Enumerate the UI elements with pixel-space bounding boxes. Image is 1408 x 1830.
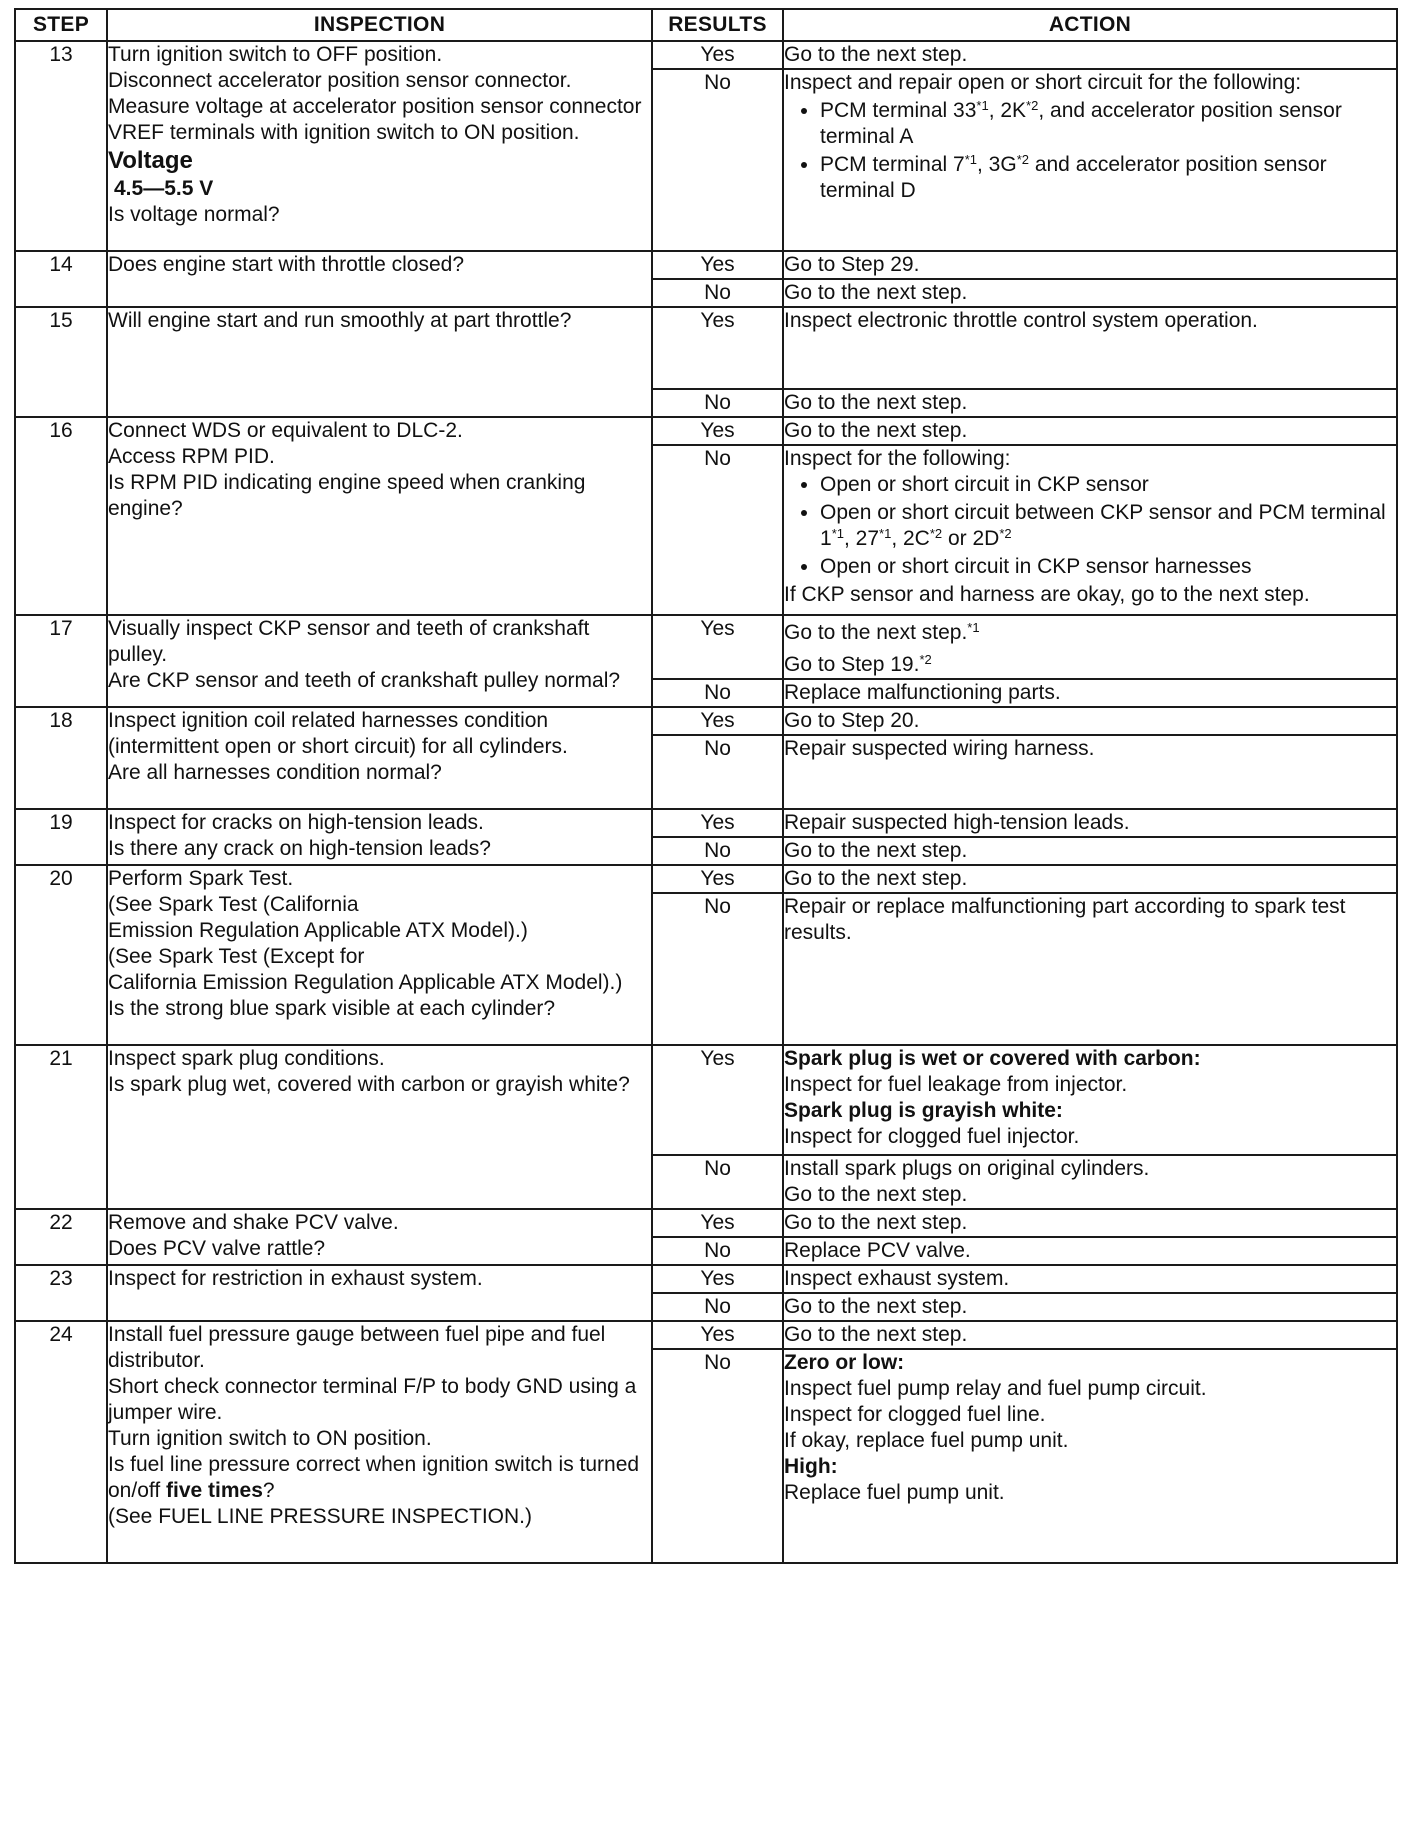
action-yes: Go to the next step. <box>783 1209 1397 1237</box>
step-number: 22 <box>15 1209 107 1265</box>
inspection-line: Access RPM PID. <box>108 445 275 468</box>
result-no: No <box>652 735 783 809</box>
action-line: Inspect fuel pump relay and fuel pump circuit. <box>784 1377 1207 1400</box>
spark-test-reference[interactable]: (See Spark Test (Except for <box>108 945 365 968</box>
result-yes: Yes <box>652 809 783 837</box>
inspection-line: Visually inspect CKP sensor and teeth of crankshaft pulley. <box>108 617 590 666</box>
header-action: ACTION <box>783 9 1397 41</box>
result-no: No <box>652 69 783 251</box>
header-inspection: INSPECTION <box>107 9 652 41</box>
fuel-pressure-reference[interactable]: (See FUEL LINE PRESSURE INSPECTION.) <box>108 1505 532 1528</box>
action-yes: Inspect exhaust system. <box>783 1265 1397 1293</box>
action-line: Go to Step 19.$^{*2}$ <box>784 652 932 676</box>
action-bullet: • Open or short circuit in CKP sensor <box>820 472 1396 498</box>
result-no: No <box>652 1237 783 1265</box>
action-no: Go to the next step. <box>783 1293 1397 1321</box>
inspection-cell: Will engine start and run smoothly at part throttle? <box>107 307 652 417</box>
spark-test-reference[interactable]: Emission Regulation Applicable ATX Model).) <box>108 919 528 942</box>
condition-heading: Spark plug is wet or covered with carbon: <box>784 1047 1201 1070</box>
action-line: Inspect for fuel leakage from injector. <box>784 1073 1128 1096</box>
inspection-cell <box>107 1321 652 1563</box>
table-row-step-18 <box>15 707 1397 735</box>
inspection-line: Turn ignition switch to ON position. <box>108 1427 432 1450</box>
result-yes: Yes <box>652 251 783 279</box>
step-number: 23 <box>15 1265 107 1321</box>
action-intro: Inspect and repair open or short circuit for the following: <box>784 71 1302 94</box>
action-bullet: • Open or short circuit in CKP sensor harnesses <box>820 554 1396 580</box>
inspection-line: Install fuel pressure gauge between fuel pipe and fuel distributor. <box>108 1323 606 1372</box>
table-header-row <box>15 9 1397 41</box>
table-row-step-24 <box>15 1321 1397 1349</box>
action-yes: Go to the next step. <box>783 41 1397 69</box>
result-yes: Yes <box>652 417 783 445</box>
table-row-step-14 <box>15 251 1397 279</box>
result-no: No <box>652 445 783 615</box>
inspection-question: Is fuel line pressure correct when ignition switch is turned on/off five times? <box>108 1453 640 1502</box>
action-yes <box>783 615 1397 679</box>
action-yes: Go to the next step. <box>783 1321 1397 1349</box>
result-yes: Yes <box>652 1045 783 1155</box>
inspection-question: Is RPM PID indicating engine speed when cranking engine? <box>108 471 586 520</box>
result-no: No <box>652 1155 783 1209</box>
inspection-question: Is there any crack on high-tension leads? <box>108 837 491 860</box>
action-no <box>783 445 1397 615</box>
table-row-step-16 <box>15 417 1397 445</box>
action-yes: Go to Step 20. <box>783 707 1397 735</box>
spec-label: Voltage <box>108 147 193 174</box>
result-no: No <box>652 389 783 417</box>
result-no: No <box>652 679 783 707</box>
inspection-line: Inspect spark plug conditions. <box>108 1047 385 1070</box>
action-no: Repair suspected wiring harness. <box>783 735 1397 809</box>
step-number: 15 <box>15 307 107 417</box>
inspection-cell: Does engine start with throttle closed? <box>107 251 652 307</box>
result-no: No <box>652 837 783 865</box>
inspection-question: Is the strong blue spark visible at each cylinder? <box>108 997 556 1020</box>
table-row-step-23 <box>15 1265 1397 1293</box>
step-number: 17 <box>15 615 107 707</box>
action-line: Replace fuel pump unit. <box>784 1481 1005 1504</box>
action-no: Go to the next step. <box>783 837 1397 865</box>
table-row-step-15 <box>15 307 1397 389</box>
action-no <box>783 69 1397 251</box>
inspection-line: Perform Spark Test. <box>108 867 294 890</box>
inspection-line: Connect WDS or equivalent to DLC-2. <box>108 419 463 442</box>
step-number: 24 <box>15 1321 107 1563</box>
action-yes: Repair suspected high-tension leads. <box>783 809 1397 837</box>
result-yes: Yes <box>652 307 783 389</box>
table-row-step-19 <box>15 809 1397 837</box>
action-line: Inspect for clogged fuel line. <box>784 1403 1046 1426</box>
action-no: Go to the next step. <box>783 389 1397 417</box>
spark-test-reference[interactable]: California Emission Regulation Applicable ATX Model).) <box>108 971 623 994</box>
action-line: Go to the next step. <box>784 1183 968 1206</box>
inspection-question: Is spark plug wet, covered with carbon or grayish white? <box>108 1073 630 1096</box>
table-row-step-20 <box>15 865 1397 893</box>
inspection-cell <box>107 41 652 251</box>
table-row-step-13 <box>15 41 1397 69</box>
action-no: Go to the next step. <box>783 279 1397 307</box>
inspection-cell <box>107 1209 652 1265</box>
step-number: 13 <box>15 41 107 251</box>
action-outro: If CKP sensor and harness are okay, go to the next step. <box>784 583 1310 606</box>
inspection-line: Inspect for cracks on high-tension leads. <box>108 811 484 834</box>
condition-heading: Zero or low: <box>784 1351 905 1374</box>
result-yes: Yes <box>652 707 783 735</box>
condition-heading: Spark plug is grayish white: <box>784 1099 1063 1122</box>
table-row-step-21 <box>15 1045 1397 1155</box>
action-yes <box>783 1045 1397 1155</box>
inspection-cell <box>107 417 652 615</box>
action-intro: Inspect for the following: <box>784 447 1011 470</box>
result-no: No <box>652 1293 783 1321</box>
troubleshooting-table <box>14 8 1398 1564</box>
step-number: 19 <box>15 809 107 865</box>
table-row-step-17 <box>15 615 1397 679</box>
result-yes: Yes <box>652 41 783 69</box>
step-number: 21 <box>15 1045 107 1209</box>
step-number: 16 <box>15 417 107 615</box>
inspection-cell <box>107 615 652 707</box>
action-no <box>783 1155 1397 1209</box>
inspection-cell: Inspect for restriction in exhaust system. <box>107 1265 652 1321</box>
result-yes: Yes <box>652 865 783 893</box>
inspection-line: Disconnect accelerator position sensor connector. <box>108 69 572 92</box>
result-no: No <box>652 279 783 307</box>
inspection-question: Is voltage normal? <box>108 203 280 226</box>
result-no: No <box>652 893 783 1045</box>
inspection-line: Short check connector terminal F/P to body GND using a jumper wire. <box>108 1375 637 1424</box>
action-line: If okay, replace fuel pump unit. <box>784 1429 1069 1452</box>
action-line: Go to the next step.$^{*1}$ <box>784 620 980 644</box>
step-number: 18 <box>15 707 107 809</box>
condition-heading: High: <box>784 1455 838 1478</box>
inspection-cell <box>107 707 652 809</box>
inspection-line: Turn ignition switch to OFF position. <box>108 43 443 66</box>
result-yes: Yes <box>652 1321 783 1349</box>
header-step: STEP <box>15 9 107 41</box>
step-number: 20 <box>15 865 107 1045</box>
inspection-cell <box>107 809 652 865</box>
action-yes: Go to Step 29. <box>783 251 1397 279</box>
action-bullet-list <box>784 98 1396 204</box>
action-bullet: • Open or short circuit between CKP sensor and PCM terminal 1$^{*1}$, 27$^{*1}$, $2C^{*2}$ or $2D^{*2}$ <box>820 500 1396 552</box>
action-yes: Go to the next step. <box>783 865 1397 893</box>
inspection-question: Does PCV valve rattle? <box>108 1237 326 1260</box>
header-results: RESULTS <box>652 9 783 41</box>
action-yes: Inspect electronic throttle control system operation. <box>783 307 1397 389</box>
inspection-question: Are CKP sensor and teeth of crankshaft pulley normal? <box>108 669 621 692</box>
result-yes: Yes <box>652 615 783 679</box>
action-bullet-list <box>784 472 1396 580</box>
step-number: 14 <box>15 251 107 307</box>
table-row-step-22 <box>15 1209 1397 1237</box>
action-line: Inspect for clogged fuel injector. <box>784 1125 1080 1148</box>
result-yes: Yes <box>652 1265 783 1293</box>
inspection-question: Are all harnesses condition normal? <box>108 761 442 784</box>
action-no <box>783 1349 1397 1563</box>
inspection-line: Remove and shake PCV valve. <box>108 1211 399 1234</box>
action-yes: Go to the next step. <box>783 417 1397 445</box>
action-no: Replace malfunctioning parts. <box>783 679 1397 707</box>
inspection-line: Measure voltage at accelerator position sensor connector VREF terminals with ignition switch to ON position. <box>108 95 642 144</box>
inspection-cell <box>107 1045 652 1209</box>
action-bullet: • PCM terminal 33$^{*1}$, $2K^{*2}$, and accelerator position sensor terminal A <box>820 98 1396 150</box>
inspection-cell <box>107 865 652 1045</box>
result-yes: Yes <box>652 1209 783 1237</box>
action-no: Repair or replace malfunctioning part according to spark test results. <box>783 893 1397 1045</box>
spark-test-reference[interactable]: (See Spark Test (California <box>108 893 359 916</box>
action-no: Replace PCV valve. <box>783 1237 1397 1265</box>
action-bullet: • PCM terminal 7$^{*1}$, $3G^{*2}$ and accelerator position sensor terminal D <box>820 152 1396 204</box>
spec-value: 4.5—5.5 V <box>114 177 214 200</box>
action-line: Install spark plugs on original cylinders. <box>784 1157 1150 1180</box>
result-no: No <box>652 1349 783 1563</box>
inspection-line: Inspect ignition coil related harnesses condition (intermittent open or short circuit) for all cylinders. <box>108 709 568 758</box>
